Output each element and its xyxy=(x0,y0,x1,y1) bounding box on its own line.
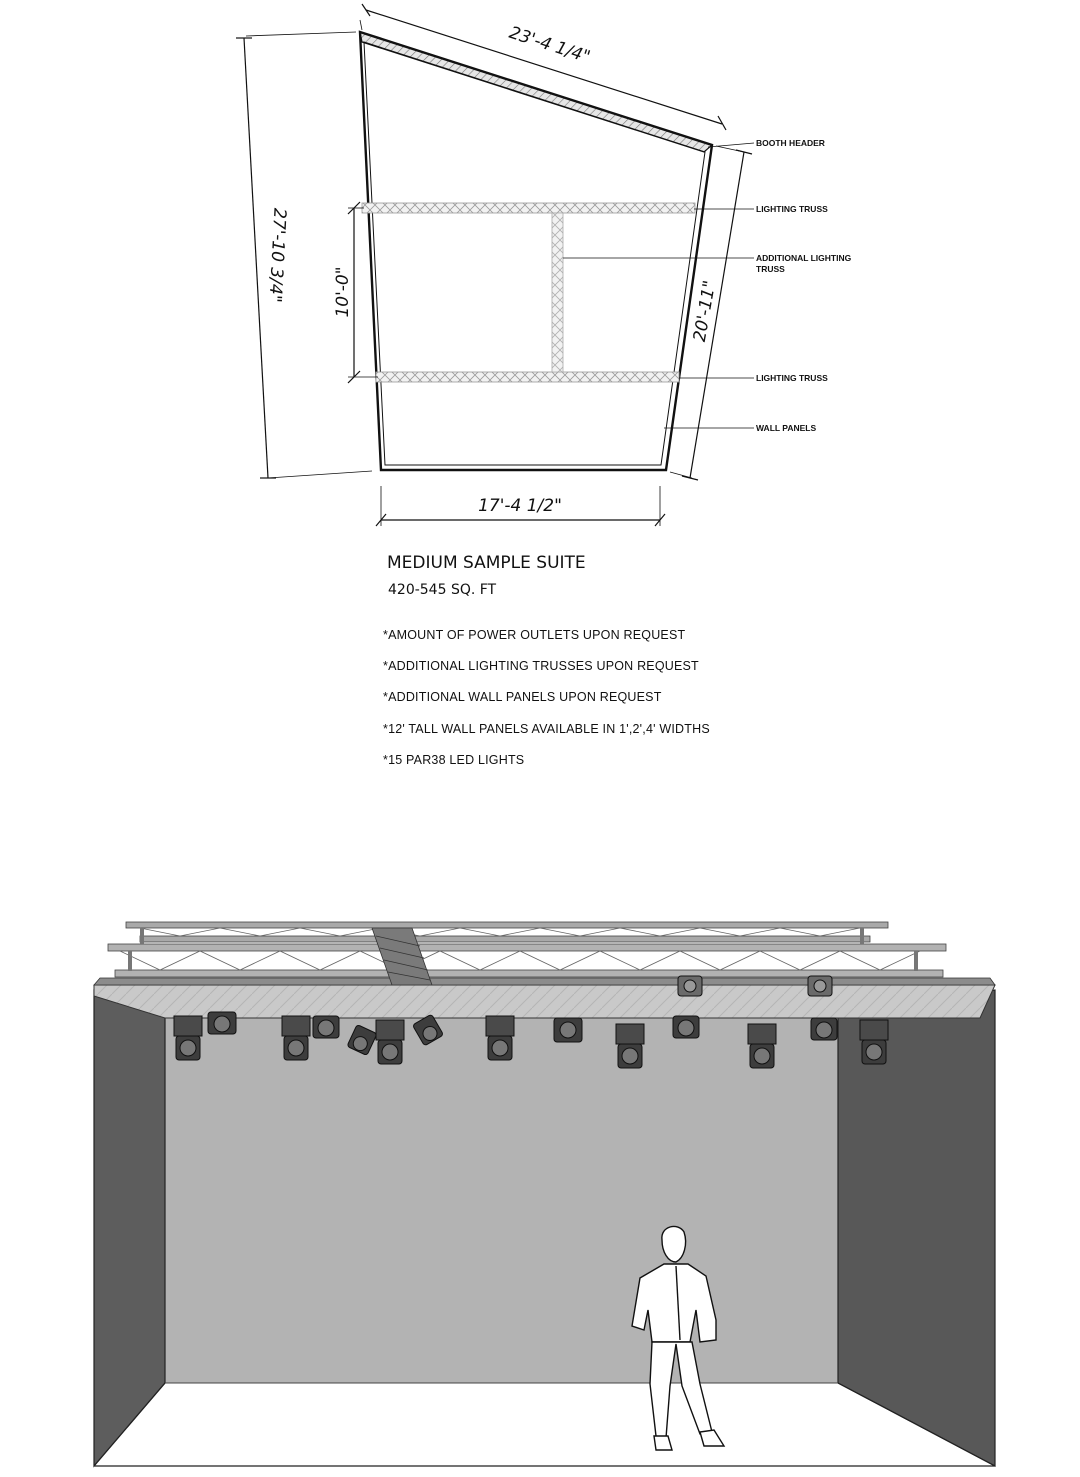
suite-area: 420-545 SQ. FT xyxy=(388,582,497,598)
light-fixture xyxy=(376,1020,404,1064)
back-wall xyxy=(165,1018,838,1383)
wall-panels-outline xyxy=(364,42,705,465)
additional-lighting-truss xyxy=(552,213,563,372)
light-fixture xyxy=(811,1018,837,1040)
light-fixture xyxy=(313,1016,339,1038)
suite-note-3: *ADDITIONAL WALL PANELS UPON REQUEST xyxy=(383,690,662,704)
light-fixture xyxy=(554,1018,582,1042)
dimension-bottom xyxy=(376,486,665,526)
callout-additional-truss-line1: ADDITIONAL LIGHTING xyxy=(756,253,852,263)
suite-note-2: *ADDITIONAL LIGHTING TRUSSES UPON REQUEST xyxy=(383,659,699,673)
callout-lighting-truss-upper: LIGHTING TRUSS xyxy=(756,204,828,214)
dimension-top xyxy=(360,4,726,130)
suite-title: MEDIUM SAMPLE SUITE xyxy=(387,553,586,573)
floor-plan xyxy=(236,4,852,526)
dimension-left-label: 27'-10 3/4" xyxy=(264,207,290,304)
suite-info xyxy=(383,553,710,767)
light-fixture xyxy=(208,1012,236,1034)
light-fixture xyxy=(808,976,832,996)
light-fixture xyxy=(174,1016,202,1060)
light-fixture xyxy=(616,1024,644,1068)
dimension-truss-spacing-label: 10'-0" xyxy=(333,266,353,318)
callout-lighting-truss-lower: LIGHTING TRUSS xyxy=(756,373,828,383)
suite-note-4: *12' TALL WALL PANELS AVAILABLE IN 1',2',4' WIDTHS xyxy=(383,722,710,736)
dimension-left xyxy=(236,32,372,478)
lighting-truss-lower xyxy=(376,372,679,382)
lighting-truss-upper xyxy=(362,203,695,213)
dimension-truss-spacing xyxy=(333,202,378,383)
dimension-right-label: 20'-11" xyxy=(689,278,721,344)
light-fixture xyxy=(673,1016,699,1038)
light-fixture xyxy=(678,976,702,996)
dimension-top-label: 23'-4 1/4" xyxy=(506,22,593,68)
light-fixture xyxy=(860,1020,888,1064)
header-top xyxy=(94,978,995,985)
light-fixture xyxy=(486,1016,514,1060)
light-fixture xyxy=(748,1024,776,1068)
light-fixture xyxy=(282,1016,310,1060)
callout-wall-panels: WALL PANELS xyxy=(756,423,817,433)
dimension-bottom-label: 17'-4 1/2" xyxy=(478,496,562,516)
booth-rendering xyxy=(94,922,995,1466)
callout-additional-truss-line2: TRUSS xyxy=(756,264,785,274)
suite-note-1: *AMOUNT OF POWER OUTLETS UPON REQUEST xyxy=(383,628,686,642)
callout-booth-header: BOOTH HEADER xyxy=(756,138,825,148)
suite-note-5: *15 PAR38 LED LIGHTS xyxy=(383,753,525,767)
